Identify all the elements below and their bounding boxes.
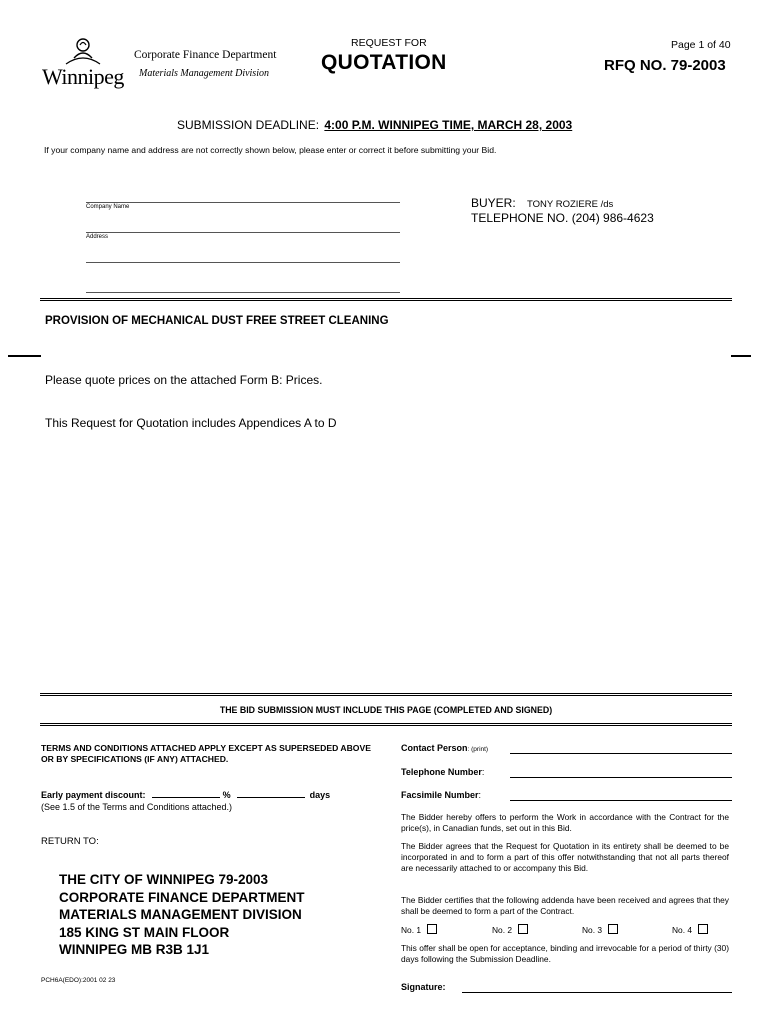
percent-sign: % <box>222 790 231 800</box>
addendum-1 <box>401 924 437 935</box>
addendum-4 <box>672 924 708 935</box>
submission-deadline <box>177 118 572 132</box>
logo-wordmark: Winnipeg <box>42 64 124 89</box>
return-address <box>59 871 305 959</box>
address-line-2[interactable] <box>86 262 400 263</box>
fax-label: Facsimile Number <box>401 790 479 800</box>
addendum-4-label: No. 4 <box>672 925 693 935</box>
offer-paragraph: The Bidder hereby offers to perform the Work in accordance with the Contract for the price(s), in Canadian funds, set out in this Bid. <box>401 812 729 833</box>
signature-label: Signature: <box>401 982 446 992</box>
city-logo <box>40 36 126 94</box>
addendum-1-label: No. 1 <box>401 925 422 935</box>
telephone-row: Telephone Number: <box>401 767 485 777</box>
telephone-field[interactable] <box>510 777 732 778</box>
body-line-appendices: This Request for Quotation includes Appendices A to D <box>45 416 337 430</box>
section-rule-top <box>40 298 732 301</box>
bid-submission-banner: THE BID SUBMISSION MUST INCLUDE THIS PAGE (COMPLETED AND SIGNED) <box>219 705 553 715</box>
days-label: days <box>309 790 331 800</box>
buyer-label: BUYER: <box>471 196 516 210</box>
contact-person-row <box>401 743 488 753</box>
company-name-line[interactable] <box>86 202 400 203</box>
banner-rule-top <box>40 693 732 696</box>
return-address-line-3: MATERIALS MANAGEMENT DIVISION <box>59 907 302 922</box>
address-label: Address <box>86 234 109 240</box>
project-title: PROVISION OF MECHANICAL DUST FREE STREET CLEANING <box>45 315 389 327</box>
margin-mark-left <box>8 355 41 357</box>
form-code: PCH6A(EDO):2001 02 23 <box>41 977 116 984</box>
addenda-paragraph: The Bidder certifies that the following addenda have been received and agrees that they shall be deemed to form a part of the Contract. <box>401 895 729 916</box>
addendum-3-label: No. 3 <box>582 925 603 935</box>
terms-notice: TERMS AND CONDITIONS ATTACHED APPLY EXCEPT AS SUPERSEDED ABOVE OR BY SPECIFICATIONS (IF ANY) ATTACHED. <box>41 743 371 764</box>
fax-row: Facsimile Number: <box>401 790 482 800</box>
contact-person-field[interactable] <box>510 753 732 754</box>
return-address-line-2: CORPORATE FINANCE DEPARTMENT <box>59 889 305 905</box>
return-to-label: RETURN TO: <box>41 836 99 847</box>
contact-person-label: Contact Person <box>401 743 468 753</box>
margin-mark-right <box>731 355 751 357</box>
return-address-line-5: WINNIPEG MB R3B 1J1 <box>59 942 210 957</box>
banner-rule-bottom <box>40 723 732 726</box>
addendum-3 <box>582 924 618 935</box>
buyer-info <box>471 196 613 210</box>
fax-field[interactable] <box>510 800 732 801</box>
signature-field[interactable] <box>462 992 732 993</box>
buyer-name: TONY ROZIERE /ds <box>527 199 614 210</box>
agreement-paragraph: The Bidder agrees that the Request for Quotation in its entirety shall be deemed to be incorporated in and to form a part of this offer notwithstanding that not all parts thereof are necessarily attached to or accompany this Bid. <box>401 841 729 873</box>
return-address-line-1: THE CITY OF WINNIPEG 79-2003 <box>59 872 269 887</box>
addendum-3-checkbox[interactable] <box>608 924 618 934</box>
body-line-prices: Please quote prices on the attached Form B: Prices. <box>45 373 323 387</box>
addendum-2 <box>492 924 528 935</box>
address-line-3[interactable] <box>86 292 400 293</box>
contact-print-hint: : (print) <box>467 746 489 753</box>
addendum-4-checkbox[interactable] <box>698 924 708 934</box>
telephone-label: Telephone Number <box>401 767 482 777</box>
early-payment-discount <box>41 790 330 800</box>
request-for-label: REQUEST FOR <box>351 37 427 49</box>
deadline-label: SUBMISSION DEADLINE: <box>177 118 320 132</box>
buyer-telephone: TELEPHONE NO. (204) 986-4623 <box>471 211 654 225</box>
discount-note: (See 1.5 of the Terms and Conditions attached.) <box>41 802 232 812</box>
page-number: Page 1 of 40 <box>671 39 731 51</box>
discount-days-field[interactable] <box>237 797 305 798</box>
addenda-checkboxes <box>401 924 731 938</box>
return-address-line-4: 185 KING ST MAIN FLOOR <box>59 924 230 940</box>
addendum-1-checkbox[interactable] <box>427 924 437 934</box>
deadline-value: 4:00 P.M. WINNIPEG TIME, MARCH 28, 2003 <box>324 118 573 132</box>
quotation-title: QUOTATION <box>321 51 447 74</box>
address-line-1[interactable] <box>86 232 400 233</box>
rfq-number: RFQ NO. 79-2003 <box>604 57 726 74</box>
discount-percent-field[interactable] <box>152 797 220 798</box>
addendum-2-label: No. 2 <box>492 925 513 935</box>
discount-label: Early payment discount: <box>41 790 146 800</box>
division-name: Materials Management Division <box>139 68 269 79</box>
addendum-2-checkbox[interactable] <box>518 924 528 934</box>
department-name: Corporate Finance Department <box>134 49 277 61</box>
validity-paragraph: This offer shall be open for acceptance, binding and irrevocable for a period of thirty (30) days following the Submission Deadline. <box>401 943 729 964</box>
company-name-label: Company Name <box>86 204 130 210</box>
correction-notice: If your company name and address are not correctly shown below, please enter or correct it before submitting your Bid. <box>44 145 497 155</box>
